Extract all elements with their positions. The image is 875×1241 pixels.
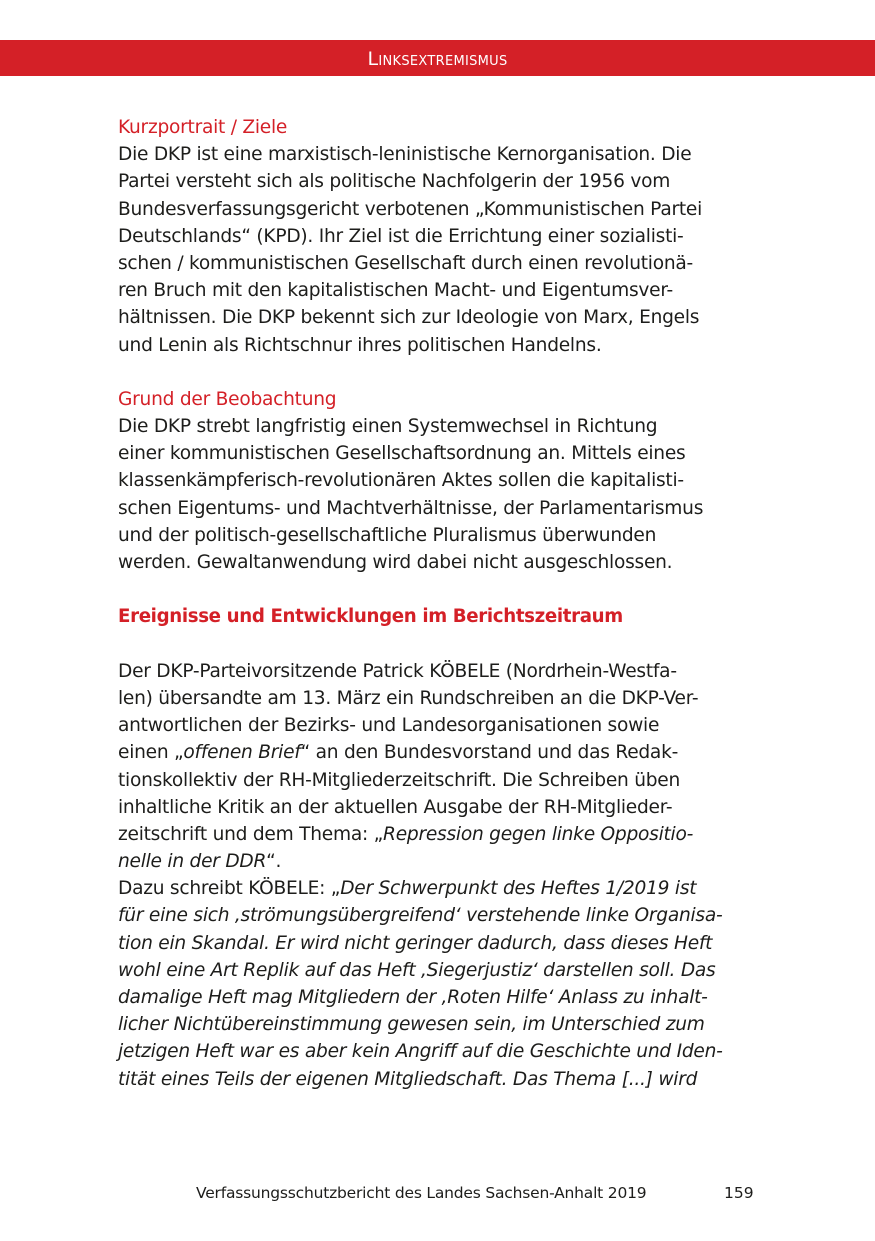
text-line bbox=[118, 821, 758, 848]
paragraph-kurzportrait bbox=[118, 141, 758, 359]
quote-thema: Repression gegen linke Oppositio- bbox=[383, 823, 694, 845]
text-line: werden. Gewaltanwendung wird dabei nicht ausgeschlossen. bbox=[118, 552, 673, 573]
paragraph-koebele-rundschreiben bbox=[118, 658, 758, 876]
quote-thema-cont: nelle in der DDR bbox=[118, 851, 267, 873]
text-fragment: einen „ bbox=[118, 742, 184, 764]
text-line bbox=[118, 875, 758, 902]
text-line: ren Bruch mit den kapitalistischen Macht- und Eigentumsver- bbox=[118, 280, 673, 302]
text-line: tionskollektiv der RH-Mitgliederzeitschrift. Die Schreiben üben bbox=[118, 769, 681, 791]
text-line: und Lenin als Richtschnur ihres politischen Handelns. bbox=[118, 334, 602, 356]
text-line bbox=[118, 848, 758, 875]
text-line: Bundesverfassungsgericht verbotenen „Kommunistischen Partei bbox=[118, 198, 702, 220]
quote-line: für eine sich ‚strömungsübergreifend‘ verstehende linke Organisa- bbox=[118, 905, 723, 927]
text-line: schen Eigentums- und Machtverhältnisse, der Parlamentarismus bbox=[118, 497, 704, 519]
quote-line: tität eines Teils der eigenen Mitgliedschaft. Das Thema [...] wird bbox=[118, 1068, 698, 1090]
page-number: 159 bbox=[724, 1184, 754, 1202]
paragraph-koebele-zitat bbox=[118, 875, 758, 1093]
text-line bbox=[118, 739, 758, 766]
page-content bbox=[118, 114, 758, 1093]
text-line: inhaltliche Kritik an der aktuellen Ausgabe der RH-Mitglieder- bbox=[118, 796, 673, 818]
heading-grund: Grund der Beobachtung bbox=[118, 388, 337, 410]
text-fragment: “. bbox=[266, 851, 282, 873]
text-line: klassenkämpferisch-revolutionären Aktes sollen die kapitalisti- bbox=[118, 470, 684, 492]
text-line: hältnissen. Die DKP bekennt sich zur Ideologie von Marx, Engels bbox=[118, 307, 700, 329]
text-fragment: zeitschrift und dem Thema: „ bbox=[118, 823, 384, 845]
paragraph-grund bbox=[118, 413, 758, 576]
quote-line: jetzigen Heft war es aber kein Angriff auf die Geschichte und Iden- bbox=[118, 1041, 723, 1063]
quote-line: wohl eine Art Replik auf das Heft ‚Siegerjustiz‘ darstellen soll. Das bbox=[118, 959, 716, 981]
text-line: und der politisch-gesellschaftliche Pluralismus überwunden bbox=[118, 524, 657, 546]
quote-line: damalige Heft mag Mitgliedern der ‚Roten Hilfe‘ Anlass zu inhalt- bbox=[118, 987, 708, 1008]
footer-publication-title: Verfassungsschutzbericht des Landes Sachsen-Anhalt 2019 bbox=[196, 1184, 647, 1202]
quote-line: licher Nichtübereinstimmung gewesen sein, im Unterschied zum bbox=[118, 1014, 705, 1036]
quote-offener-brief: offenen Brief bbox=[183, 742, 301, 764]
text-line: Partei versteht sich als politische Nachfolgerin der 1956 vom bbox=[118, 171, 671, 193]
section-title: Linksextremismus bbox=[367, 48, 508, 70]
text-line: Deutschlands“ (KPD). Ihr Ziel ist die Errichtung einer sozialisti- bbox=[118, 225, 684, 247]
text-line: schen / kommunistischen Gesellschaft durch einen revolutionä- bbox=[118, 252, 693, 274]
heading-kurzportrait: Kurzportrait / Ziele bbox=[118, 117, 288, 138]
text-line: einer kommunistischen Gesellschaftsordnung an. Mittels eines bbox=[118, 443, 686, 465]
quote-line: tion ein Skandal. Er wird nicht geringer dadurch, dass dieses Heft bbox=[118, 932, 713, 954]
text-fragment: “ an den Bundesvorstand und das Redak- bbox=[300, 742, 679, 764]
heading-ereignisse: Ereignisse und Entwicklungen im Berichtszeitraum bbox=[118, 606, 623, 628]
quote-text: Der Schwerpunkt des Heftes 1/2019 ist bbox=[340, 878, 697, 900]
text-line: Die DKP strebt langfristig einen Systemwechsel in Richtung bbox=[118, 416, 658, 438]
text-line: antwortlichen der Bezirks- und Landesorganisationen sowie bbox=[118, 715, 660, 737]
text-line: len) übersandte am 13. März ein Rundschreiben an die DKP-Ver- bbox=[118, 687, 699, 709]
text-fragment: Dazu schreibt KÖBELE: „ bbox=[118, 878, 341, 900]
text-line: Der DKP-Parteivorsitzende Patrick KÖBELE (Nordrhein-Westfa- bbox=[118, 660, 677, 682]
text-line: Die DKP ist eine marxistisch-leninistische Kernorganisation. Die bbox=[118, 144, 692, 166]
